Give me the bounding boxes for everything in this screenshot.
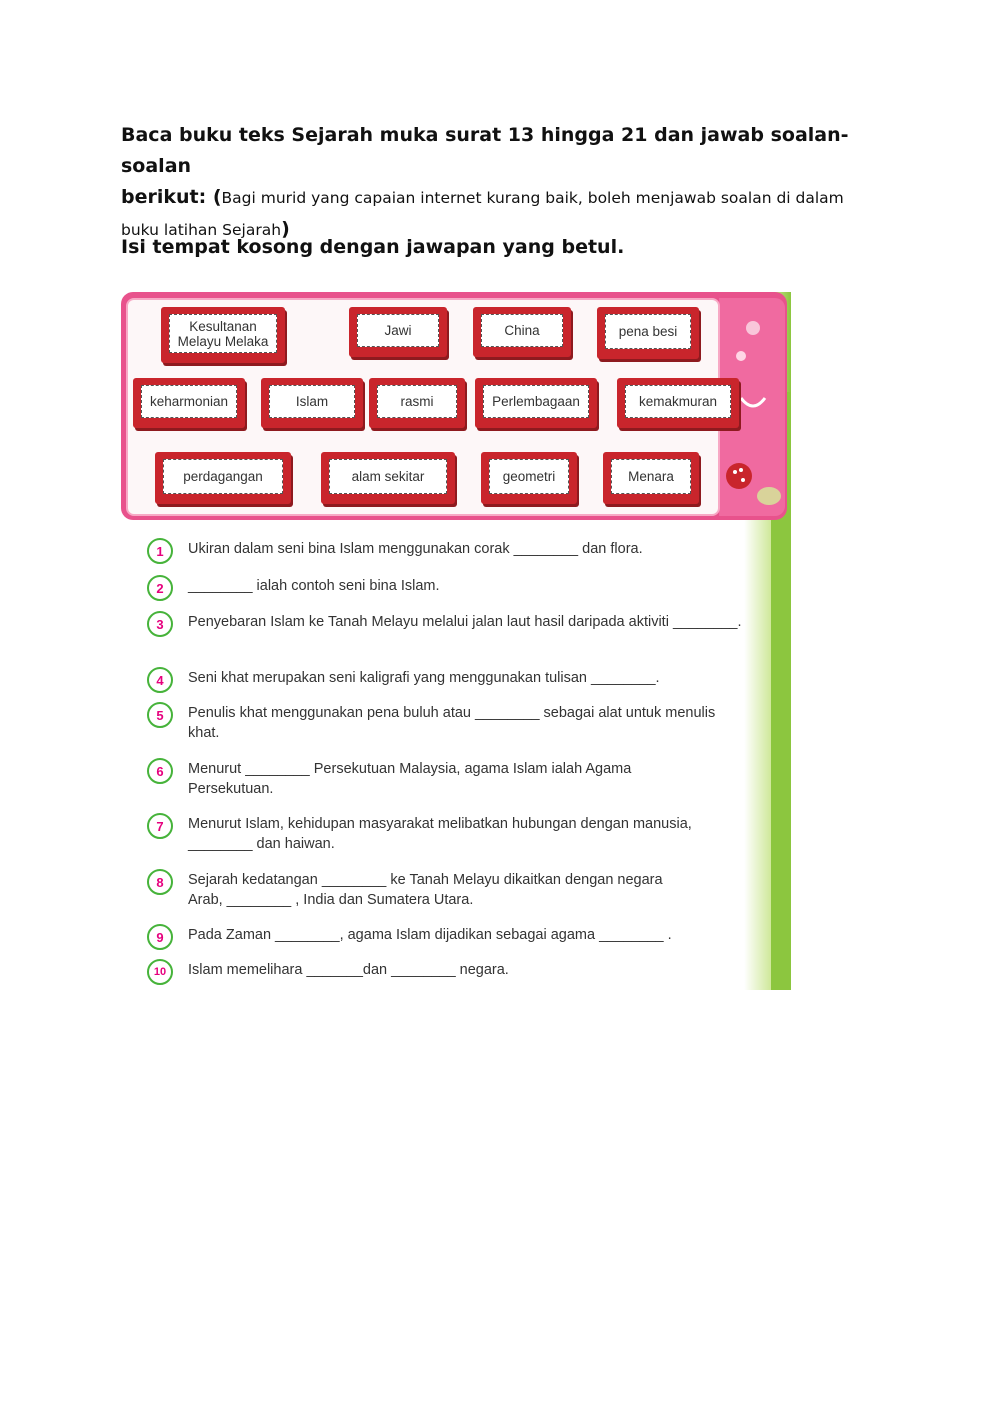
question-number: 8: [147, 869, 173, 895]
question-text: Seni khat merupakan seni kaligrafi yang menggunakan tulisan ________.: [188, 670, 660, 686]
word-card: geometri: [481, 452, 577, 504]
flower-icon: [746, 321, 760, 335]
instruction-note: Bagi murid yang capaian internet kurang baik, boleh menjawab soalan di dalam buku latihan Sejarah: [121, 189, 844, 239]
instruction-paragraph: [121, 120, 881, 246]
word-card: pena besi: [597, 307, 699, 359]
question-text: Penulis khat menggunakan pena buluh atau ________ sebagai alat untuk menulis khat.: [188, 705, 716, 741]
question-text: Sejarah kedatangan ________ ke Tanah Melayu dikaitkan dengan negara Arab, ________ , India dan Sumatera Utara.: [188, 872, 663, 908]
flower-icon: [736, 351, 746, 361]
instruction-berikut: berikut: (: [121, 186, 222, 208]
question-text: ________ ialah contoh seni bina Islam.: [188, 578, 440, 594]
question-number: 10: [147, 959, 173, 985]
question-number: 2: [147, 575, 173, 601]
word-card: rasmi: [369, 378, 465, 428]
word-card: Perlembagaan: [475, 378, 597, 428]
question-text: Pada Zaman ________, agama Islam dijadikan sebagai agama ________ .: [188, 927, 672, 943]
question-number: 3: [147, 611, 173, 637]
question-text: Menurut Islam, kehidupan masyarakat melibatkan hubungan dengan manusia, ________ dan haiwan.: [188, 816, 692, 852]
word-card: Kesultanan Melayu Melaka: [161, 307, 285, 363]
question-text: Islam memelihara _______dan ________ negara.: [188, 962, 509, 978]
subheading: Isi tempat kosong dengan jawapan yang betul.: [121, 236, 625, 258]
ladybug-icon: [726, 463, 752, 489]
question-number: 6: [147, 758, 173, 784]
question-text: Menurut ________ Persekutuan Malaysia, agama Islam ialah Agama Persekutuan.: [188, 761, 632, 797]
question-number: 7: [147, 813, 173, 839]
instruction-close-paren: ): [281, 218, 290, 240]
bird-icon: [757, 487, 781, 505]
question-number: 5: [147, 702, 173, 728]
word-card: Menara: [603, 452, 699, 504]
question-text: Penyebaran Islam ke Tanah Melayu melalui jalan laut hasil daripada aktiviti ________.: [188, 614, 742, 630]
word-card: Islam: [261, 378, 363, 428]
question-text: Ukiran dalam seni bina Islam menggunakan corak ________ dan flora.: [188, 541, 643, 557]
instruction-line1: Baca buku teks Sejarah muka surat 13 hingga 21 dan jawab soalan-soalan: [121, 124, 849, 177]
word-card: keharmonian: [133, 378, 245, 428]
word-card: perdagangan: [155, 452, 291, 504]
word-card: China: [473, 307, 571, 357]
question-number: 9: [147, 924, 173, 950]
question-number: 4: [147, 667, 173, 693]
word-card: alam sekitar: [321, 452, 455, 504]
word-card: kemakmuran: [617, 378, 739, 428]
word-card: Jawi: [349, 307, 447, 357]
smile-icon: [741, 398, 765, 406]
worksheet-image: [121, 292, 791, 990]
question-number: 1: [147, 538, 173, 564]
